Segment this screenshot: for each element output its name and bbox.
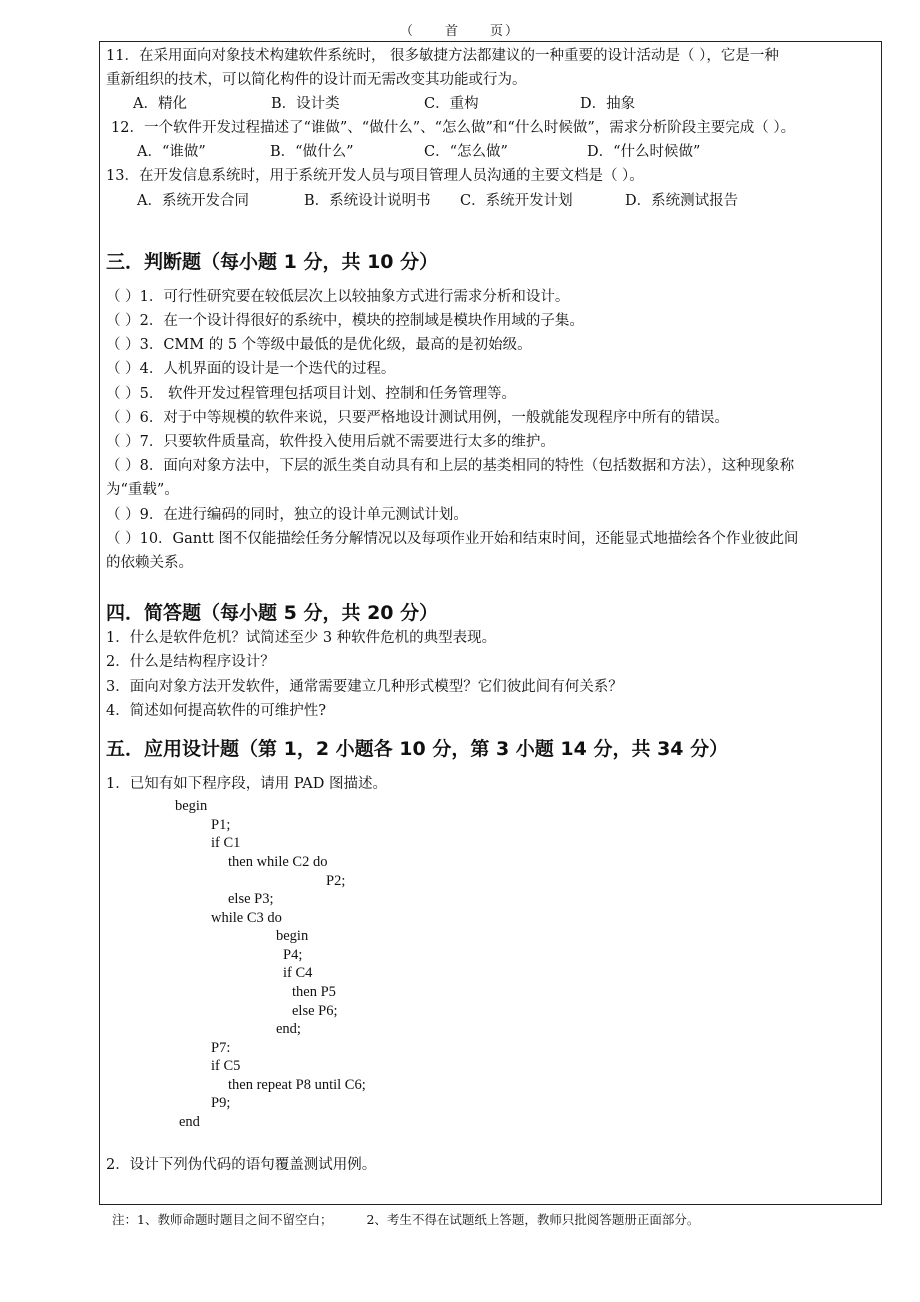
tf-item-4: （ ）4．人机界面的设计是一个迭代的过程。 (106, 361, 396, 377)
q12-option-d: D．“什么时候做” (587, 144, 701, 160)
section4-title: 四．简答题（每小题 5 分，共 20 分） (106, 602, 439, 624)
page-footer (112, 1210, 699, 1228)
header-right: 页） (490, 24, 521, 39)
code-line: end; (276, 1021, 301, 1037)
short-answer-2: 2．什么是结构程序设计？ (106, 654, 275, 670)
q12-option-c: C．“怎么做” (424, 144, 508, 160)
code-line: else P3; (228, 891, 274, 907)
code-line: P4; (283, 947, 303, 963)
tf-item-1: （ ）1．可行性研究要在较低层次上以较抽象方式进行需求分析和设计。 (106, 289, 570, 305)
header-middle: 首 (444, 24, 460, 39)
short-answer-3: 3．面向对象方法开发软件，通常需要建立几种形式模型？它们彼此间有何关系？ (106, 679, 623, 695)
tf-item-8-continued: 为“重载”。 (106, 482, 179, 498)
tf-item-3: （ ）3．CMM 的 5 个等级中最低的是优化级，最高的是初始级。 (106, 337, 532, 353)
design-q2: 2．设计下列伪代码的语句覆盖测试用例。 (106, 1157, 377, 1173)
q11-option-b: B．设计类 (271, 96, 340, 112)
q11-stem-continued: 重新组织的技术，可以简化构件的设计而无需改变其功能或行为。 (106, 72, 527, 88)
tf-item-10-continued: 的依赖关系。 (106, 555, 193, 571)
code-line: if C4 (283, 965, 313, 981)
code-line: P9; (211, 1095, 231, 1111)
code-line: end (179, 1114, 200, 1130)
q11-stem: 11．在采用面向对象技术构建软件系统时， 很多敏捷方法都建议的一种重要的设计活动是（ ），它是一种 (106, 48, 779, 64)
footer-note-1: 注：1、教师命题时题目之间不留空白； (112, 1212, 333, 1227)
section5-title: 五．应用设计题（第 1，2 小题各 10 分，第 3 小题 14 分，共 34 分） (106, 738, 729, 760)
q11-option-a: A．精化 (133, 96, 187, 112)
q13-option-d: D．系统测试报告 (625, 193, 739, 209)
design-q1: 1．已知有如下程序段，请用 PAD 图描述。 (106, 776, 387, 792)
code-line: P2; (326, 873, 346, 889)
code-line: then while C2 do (228, 854, 328, 870)
tf-item-7: （ ）7．只要软件质量高，软件投入使用后就不需要进行太多的维护。 (106, 434, 555, 450)
tf-item-5: （ ）5． 软件开发过程管理包括项目计划、控制和任务管理等。 (106, 386, 516, 402)
footer-note-2: 2、考生不得在试题纸上答题，教师只批阅答题册正面部分。 (366, 1212, 700, 1227)
section3-title: 三．判断题（每小题 1 分，共 10 分） (106, 251, 439, 273)
q12-option-a: A．“谁做” (137, 144, 206, 160)
code-line: while C3 do (211, 910, 282, 926)
q12-option-b: B．“做什么” (270, 144, 354, 160)
code-line: begin (175, 798, 208, 814)
q13-option-a: A．系统开发合同 (137, 193, 249, 209)
tf-item-8: （ ）8．面向对象方法中，下层的派生类自动具有和上层的基类相同的特性（包括数据和方法），这种现象称 (106, 458, 795, 474)
short-answer-1: 1．什么是软件危机？试简述至少 3 种软件危机的典型表现。 (106, 630, 497, 646)
code-line: then P5 (292, 984, 336, 1000)
header-left: （ (399, 24, 415, 39)
tf-item-10: （ ）10．Gantt 图不仅能描绘任务分解情况以及每项作业开始和结束时间，还能显式地描绘各个作业彼此间 (106, 531, 799, 547)
code-line: P7: (211, 1040, 231, 1056)
code-line: then repeat P8 until C6; (228, 1077, 366, 1093)
q11-option-d: D．抽象 (580, 96, 636, 112)
code-line: if C5 (211, 1058, 241, 1074)
short-answer-4: 4．简述如何提高软件的可维护性? (106, 703, 326, 719)
q13-option-b: B．系统设计说明书 (304, 193, 431, 209)
tf-item-6: （ ）6．对于中等规模的软件来说，只要严格地设计测试用例，一般就能发现程序中所有的错误。 (106, 410, 729, 426)
code-line: if C1 (211, 835, 241, 851)
q11-option-c: C．重构 (424, 96, 479, 112)
tf-item-2: （ ）2．在一个设计得很好的系统中，模块的控制域是模块作用域的子集。 (106, 313, 584, 329)
q13-option-c: C．系统开发计划 (460, 193, 573, 209)
code-line: else P6; (292, 1003, 338, 1019)
q13-stem: 13．在开发信息系统时，用于系统开发人员与项目管理人员沟通的主要文档是（ ）。 (106, 168, 644, 184)
code-line: begin (276, 928, 309, 944)
page-header (0, 20, 920, 39)
code-line: P1; (211, 817, 231, 833)
q12-stem: 12．一个软件开发过程描述了“谁做”、“做什么”、“怎么做”和“什么时候做”，需求分析阶段主要完成（ ）。 (111, 120, 796, 136)
tf-item-9: （ ）9．在进行编码的同时，独立的设计单元测试计划。 (106, 507, 468, 523)
